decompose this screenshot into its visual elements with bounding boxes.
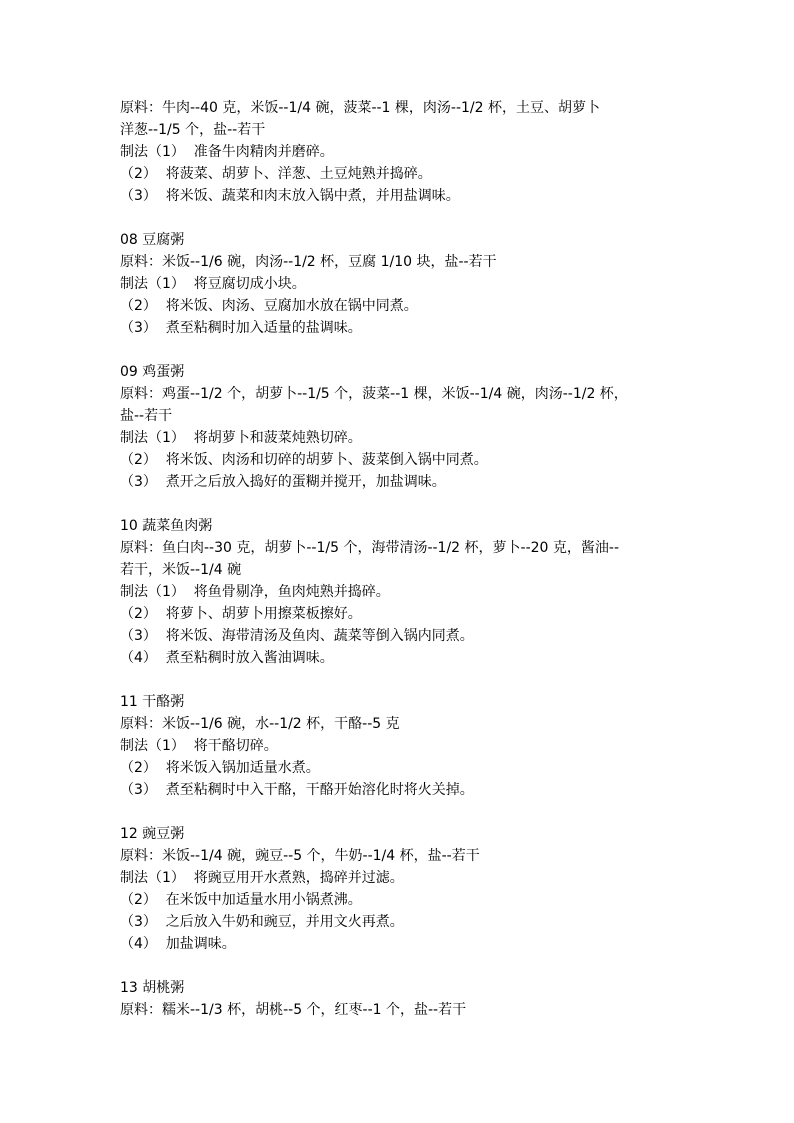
spacer bbox=[120, 493, 680, 515]
recipe-title: 08 豆腐粥 bbox=[120, 232, 185, 248]
recipe-title: 13 胡桃粥 bbox=[120, 980, 185, 996]
ingredients-line: 若干，米饭--1/4 碗 bbox=[120, 562, 242, 578]
ingredients-line: 洋葱--1/5 个，盐--若干 bbox=[120, 122, 266, 138]
method-step: （4） 煮至粘稠时放入酱油调味。 bbox=[120, 650, 334, 666]
method-step: （3） 煮至粘稠时中入干酪，干酪开始溶化时将火关掉。 bbox=[120, 782, 474, 798]
method-step: 制法（1） 将豆腐切成小块。 bbox=[120, 276, 306, 292]
method-step: 制法（1） 准备牛肉精肉并磨碎。 bbox=[120, 144, 334, 160]
intro-section bbox=[120, 97, 680, 207]
method-step: （2） 将菠菜、胡萝卜、洋葱、土豆炖熟并捣碎。 bbox=[120, 166, 432, 182]
recipe-section bbox=[120, 229, 680, 339]
method-step: （3） 将米饭、蔬菜和肉末放入锅中煮，并用盐调味。 bbox=[120, 188, 460, 204]
method-step: （2） 将米饭、肉汤、豆腐加水放在锅中同煮。 bbox=[120, 298, 418, 314]
spacer bbox=[120, 339, 680, 361]
spacer bbox=[120, 207, 680, 229]
ingredients-line: 盐--若干 bbox=[120, 408, 173, 424]
spacer bbox=[120, 955, 680, 977]
method-step: （2） 将萝卜、胡萝卜用擦菜板擦好。 bbox=[120, 606, 362, 622]
spacer bbox=[120, 801, 680, 823]
method-step: 制法（1） 将胡萝卜和菠菜炖熟切碎。 bbox=[120, 430, 362, 446]
ingredients-line: 原料：牛肉--40 克，米饭--1/4 碗，菠菜--1 棵，肉汤--1/2 杯，土豆、胡萝卜 bbox=[120, 100, 600, 116]
ingredients-line: 原料：糯米--1/3 杯，胡桃--5 个，红枣--1 个，盐--若干 bbox=[120, 1002, 467, 1018]
method-step: （3） 之后放入牛奶和豌豆，并用文火再煮。 bbox=[120, 914, 404, 930]
ingredients-line: 原料：鸡蛋--1/2 个，胡萝卜--1/5 个，菠菜--1 棵，米饭--1/4 碗，肉汤--1/2 杯， bbox=[120, 386, 628, 402]
recipe-title: 11 干酪粥 bbox=[120, 694, 185, 710]
recipe-title: 10 蔬菜鱼肉粥 bbox=[120, 518, 213, 534]
method-step: （2） 将米饭、肉汤和切碎的胡萝卜、菠菜倒入锅中同煮。 bbox=[120, 452, 488, 468]
ingredients-line: 原料：米饭--1/6 碗，水--1/2 杯，干酪--5 克 bbox=[120, 716, 400, 732]
ingredients-line: 原料：米饭--1/4 碗，豌豆--5 个，牛奶--1/4 杯，盐--若干 bbox=[120, 848, 480, 864]
method-step: 制法（1） 将干酪切碎。 bbox=[120, 738, 278, 754]
recipe-section bbox=[120, 515, 680, 669]
recipe-section bbox=[120, 691, 680, 801]
recipe-title: 12 豌豆粥 bbox=[120, 826, 185, 842]
method-step: （3） 煮开之后放入捣好的蛋糊并搅开，加盐调味。 bbox=[120, 474, 446, 490]
recipe-section bbox=[120, 361, 680, 493]
method-step: 制法（1） 将鱼骨剔净，鱼肉炖熟并捣碎。 bbox=[120, 584, 390, 600]
recipe-title: 09 鸡蛋粥 bbox=[120, 364, 185, 380]
spacer bbox=[120, 669, 680, 691]
document-page bbox=[120, 97, 680, 1021]
recipe-section bbox=[120, 977, 680, 1021]
ingredients-line: 原料：鱼白肉--30 克，胡萝卜--1/5 个，海带清汤--1/2 杯，萝卜--20 克，酱油-- bbox=[120, 540, 620, 556]
ingredients-line: 原料：米饭--1/6 碗，肉汤--1/2 杯，豆腐 1/10 块，盐--若干 bbox=[120, 254, 497, 270]
method-step: （4） 加盐调味。 bbox=[120, 936, 236, 952]
method-step: （2） 在米饭中加适量水用小锅煮沸。 bbox=[120, 892, 362, 908]
method-step: （2） 将米饭入锅加适量水煮。 bbox=[120, 760, 320, 776]
method-step: （3） 煮至粘稠时加入适量的盐调味。 bbox=[120, 320, 362, 336]
method-step: 制法（1） 将豌豆用开水煮熟，捣碎并过滤。 bbox=[120, 870, 404, 886]
method-step: （3） 将米饭、海带清汤及鱼肉、蔬菜等倒入锅内同煮。 bbox=[120, 628, 474, 644]
recipe-section bbox=[120, 823, 680, 955]
